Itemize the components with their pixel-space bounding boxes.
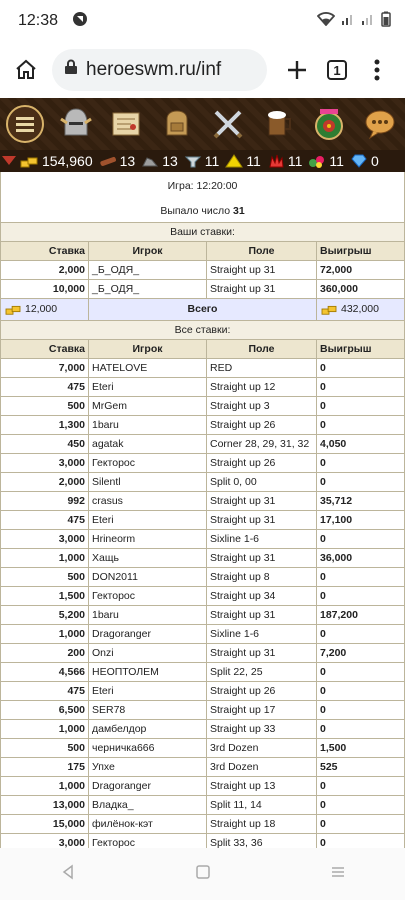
resource-wood [99, 153, 136, 169]
tab-count: 1 [327, 60, 347, 80]
col-win: Выигрыш [317, 339, 405, 358]
mercury-icon [184, 154, 202, 168]
bet-row [1, 719, 405, 738]
lock-icon [64, 59, 78, 81]
field-cell: Straight up 33 [207, 719, 317, 738]
bet-row [1, 358, 405, 377]
field-cell: Split 0, 00 [207, 472, 317, 491]
results-table [0, 172, 405, 848]
resource-value: 154,960 [42, 153, 93, 169]
sulfur-icon [225, 154, 243, 168]
all-bets-list [1, 358, 405, 848]
game-time: Игра: 12:20:00 [1, 172, 405, 200]
win-cell: 17,100 [317, 510, 405, 529]
bet-row [1, 776, 405, 795]
bet-cell: 1,300 [1, 415, 89, 434]
bet-row [1, 548, 405, 567]
col-player: Игрок [89, 241, 207, 260]
player-cell[interactable]: НЕОПТОЛЕМ [89, 662, 207, 681]
your-bets-title-row [1, 222, 405, 241]
field-cell: Straight up 18 [207, 814, 317, 833]
field-cell: Straight up 26 [207, 681, 317, 700]
resource-value: 11 [287, 153, 303, 169]
app-notification-icon [72, 11, 88, 32]
your-bet-row [1, 260, 405, 279]
hamburger-menu-icon [5, 104, 45, 144]
bet-row [1, 605, 405, 624]
wood-icon [99, 154, 117, 168]
win-cell: 0 [317, 662, 405, 681]
signal-icon-2 [361, 12, 375, 31]
bet-cell: 13,000 [1, 795, 89, 814]
field-cell: Straight up 31 [207, 548, 317, 567]
bet-cell: 2,000 [1, 260, 89, 279]
recents-button[interactable] [330, 864, 346, 885]
recents-lines-icon [330, 864, 346, 880]
field-cell: Straight up 26 [207, 453, 317, 472]
win-cell: 0 [317, 415, 405, 434]
player-cell[interactable]: agatak [89, 434, 207, 453]
browser-menu-button[interactable] [357, 50, 397, 90]
bet-cell: 6,500 [1, 700, 89, 719]
bet-row [1, 624, 405, 643]
home-button[interactable] [8, 52, 44, 88]
bet-row [1, 662, 405, 681]
win-cell: 0 [317, 833, 405, 848]
win-cell: 0 [317, 567, 405, 586]
bet-row [1, 567, 405, 586]
player-cell[interactable]: Hrineorm [89, 529, 207, 548]
resource-mercury [184, 153, 220, 169]
player-cell[interactable]: HATELOVE [89, 358, 207, 377]
resource-gold [19, 153, 93, 169]
gold-icon [19, 153, 39, 169]
back-button[interactable] [60, 864, 76, 885]
player-cell[interactable]: дамбелдор [89, 719, 207, 738]
player-cell[interactable]: Гекторос [89, 833, 207, 848]
player-cell[interactable]: Dragoranger [89, 624, 207, 643]
signal-icon-1 [341, 12, 355, 31]
resource-value: 11 [246, 153, 261, 169]
roulette-results [0, 172, 405, 848]
win-cell: 72,000 [317, 260, 405, 279]
win-cell: 187,200 [317, 605, 405, 624]
more-vert-icon [374, 59, 380, 81]
bet-cell: 4,566 [1, 662, 89, 681]
field-cell: Split 33, 36 [207, 833, 317, 848]
bet-row [1, 586, 405, 605]
player-cell[interactable]: crasus [89, 491, 207, 510]
tavern-button[interactable] [256, 102, 302, 146]
resource-diamond [350, 153, 379, 169]
win-cell: 0 [317, 453, 405, 472]
bet-cell: 500 [1, 567, 89, 586]
win-cell: 0 [317, 396, 405, 415]
resource-gems [308, 153, 344, 169]
bet-cell: 475 [1, 510, 89, 529]
player-cell[interactable]: Dragoranger [89, 776, 207, 795]
player-cell[interactable]: Гекторос [89, 453, 207, 472]
your-bets-header [1, 241, 405, 260]
bet-cell: 450 [1, 434, 89, 453]
col-bet: Ставка [1, 339, 89, 358]
new-tab-button[interactable] [277, 50, 317, 90]
bet-row [1, 814, 405, 833]
player-cell[interactable]: Упхе [89, 757, 207, 776]
beer-mug-icon [260, 105, 298, 143]
field-cell: Straight up 31 [207, 605, 317, 624]
your-bets-title: Ваши ставки: [1, 222, 405, 241]
plus-icon [286, 59, 308, 81]
gold-icon [4, 302, 22, 316]
col-field: Поле [207, 241, 317, 260]
casino-button[interactable] [306, 102, 352, 146]
field-cell: Sixline 1-6 [207, 529, 317, 548]
bet-row [1, 472, 405, 491]
bet-cell: 1,500 [1, 586, 89, 605]
knight-helmet-icon [57, 105, 95, 143]
player-cell[interactable]: MrGem [89, 396, 207, 415]
resource-value: 0 [370, 153, 379, 169]
bet-row [1, 510, 405, 529]
total-bet-cell [1, 298, 89, 320]
field-cell: 3rd Dozen [207, 757, 317, 776]
bet-cell: 200 [1, 643, 89, 662]
character-button[interactable] [53, 102, 99, 146]
resources-bar [0, 150, 405, 172]
field-cell: Sixline 1-6 [207, 624, 317, 643]
system-nav-bar [0, 848, 405, 900]
bet-cell: 175 [1, 757, 89, 776]
col-player: Игрок [89, 339, 207, 358]
collapse-arrow-icon[interactable] [2, 153, 16, 169]
backpack-icon [158, 105, 196, 143]
bet-row [1, 529, 405, 548]
field-cell: Straight up 31 [207, 643, 317, 662]
battery-icon [381, 11, 391, 32]
bet-row [1, 415, 405, 434]
field-cell: Straight up 13 [207, 776, 317, 795]
bet-cell: 1,000 [1, 624, 89, 643]
crossed-swords-icon [209, 105, 247, 143]
your-bet-row [1, 279, 405, 298]
win-cell: 0 [317, 529, 405, 548]
win-cell: 0 [317, 700, 405, 719]
player-cell[interactable]: Владка_ [89, 795, 207, 814]
win-cell: 7,200 [317, 643, 405, 662]
field-cell: Straight up 26 [207, 415, 317, 434]
col-bet: Ставка [1, 241, 89, 260]
player-cell[interactable]: Eteri [89, 377, 207, 396]
tab-switcher-button[interactable] [317, 50, 357, 90]
win-cell: 4,050 [317, 434, 405, 453]
status-time: 12:38 [18, 12, 59, 29]
drawn-label: Выпало число [160, 204, 231, 217]
back-triangle-icon [60, 864, 76, 880]
map-scroll-icon [107, 105, 145, 143]
battles-button[interactable] [205, 102, 251, 146]
win-cell: 0 [317, 472, 405, 491]
wifi-icon [317, 12, 335, 31]
resource-value: 11 [204, 153, 220, 169]
chat-button[interactable] [357, 102, 403, 146]
total-label: Всего [89, 298, 317, 320]
square-home-icon [195, 864, 211, 880]
diamond-icon [350, 154, 368, 168]
gold-icon [320, 302, 338, 316]
game-menu [0, 98, 405, 150]
bet-cell: 475 [1, 377, 89, 396]
player-cell[interactable]: 1baru [89, 605, 207, 624]
bet-row [1, 396, 405, 415]
resource-value: 13 [119, 153, 136, 169]
col-field: Поле [207, 339, 317, 358]
bet-cell: 992 [1, 491, 89, 510]
win-cell: 0 [317, 719, 405, 738]
player-cell[interactable]: _Б_ОДЯ_ [89, 260, 207, 279]
all-bets-title-row [1, 320, 405, 339]
field-cell: Straight up 17 [207, 700, 317, 719]
player-cell[interactable]: 1baru [89, 415, 207, 434]
win-cell: 0 [317, 795, 405, 814]
bet-cell: 500 [1, 396, 89, 415]
win-cell: 0 [317, 377, 405, 396]
win-cell: 0 [317, 624, 405, 643]
field-cell: Split 22, 25 [207, 662, 317, 681]
bet-cell: 500 [1, 738, 89, 757]
bet-cell: 5,200 [1, 605, 89, 624]
player-cell[interactable]: Гекторос [89, 586, 207, 605]
drawn-number: 31 [232, 204, 245, 217]
game-time-row [1, 172, 405, 200]
url-text: heroeswm.ru/inf [86, 59, 222, 80]
bet-row [1, 681, 405, 700]
field-cell: Straight up 31 [207, 491, 317, 510]
win-cell: 0 [317, 681, 405, 700]
resource-sulfur [225, 153, 261, 169]
resource-ore [141, 153, 178, 169]
field-cell: Split 11, 14 [207, 795, 317, 814]
field-cell: Straight up 31 [207, 279, 317, 298]
field-cell: Corner 28, 29, 31, 32 [207, 434, 317, 453]
player-cell[interactable]: _Б_ОДЯ_ [89, 279, 207, 298]
field-cell: Straight up 31 [207, 260, 317, 279]
home-icon [14, 58, 38, 82]
field-cell: RED [207, 358, 317, 377]
gems-icon [308, 154, 326, 168]
player-cell[interactable]: SER78 [89, 700, 207, 719]
bet-row [1, 700, 405, 719]
player-cell[interactable]: филёнок-кэт [89, 814, 207, 833]
win-cell: 35,712 [317, 491, 405, 510]
bet-cell: 10,000 [1, 279, 89, 298]
bet-cell: 1,000 [1, 776, 89, 795]
player-cell[interactable]: черничка666 [89, 738, 207, 757]
your-bets-list [1, 260, 405, 298]
player-cell[interactable]: Хащь [89, 548, 207, 567]
player-cell[interactable]: Onzi [89, 643, 207, 662]
main-menu-button[interactable] [2, 102, 48, 146]
bet-row [1, 738, 405, 757]
status-bar [0, 0, 405, 42]
bet-cell: 7,000 [1, 358, 89, 377]
win-cell: 36,000 [317, 548, 405, 567]
browser-toolbar [0, 42, 405, 98]
bet-row [1, 377, 405, 396]
ore-icon [141, 154, 159, 168]
chat-bubble-icon [361, 105, 399, 143]
win-cell: 1,500 [317, 738, 405, 757]
resource-value: 11 [329, 153, 344, 169]
address-bar[interactable] [52, 49, 267, 91]
roulette-icon [310, 105, 348, 143]
win-cell: 0 [317, 814, 405, 833]
bet-cell: 1,000 [1, 548, 89, 567]
total-bet: 12,000 [25, 303, 58, 315]
bet-cell: 475 [1, 681, 89, 700]
field-cell: Straight up 12 [207, 377, 317, 396]
col-win: Выигрыш [317, 241, 405, 260]
player-cell[interactable]: Eteri [89, 681, 207, 700]
bet-cell: 2,000 [1, 472, 89, 491]
bet-cell: 3,000 [1, 453, 89, 472]
player-cell[interactable]: Eteri [89, 510, 207, 529]
bet-cell: 3,000 [1, 529, 89, 548]
resource-crystal [267, 153, 303, 169]
all-bets-title: Все ставки: [1, 320, 405, 339]
bet-cell: 3,000 [1, 833, 89, 848]
field-cell: Straight up 34 [207, 586, 317, 605]
map-button[interactable] [103, 102, 149, 146]
player-cell[interactable]: Silentl [89, 472, 207, 491]
win-cell: 0 [317, 586, 405, 605]
all-bets-header [1, 339, 405, 358]
bet-row [1, 491, 405, 510]
bet-row [1, 757, 405, 776]
drawn-number-row [1, 200, 405, 222]
resource-value: 13 [162, 153, 178, 169]
bet-row [1, 643, 405, 662]
field-cell: Straight up 31 [207, 510, 317, 529]
home-nav-button[interactable] [195, 864, 211, 885]
total-win-cell [317, 298, 405, 320]
field-cell: Straight up 8 [207, 567, 317, 586]
bet-row [1, 795, 405, 814]
bet-row [1, 833, 405, 848]
bet-cell: 1,000 [1, 719, 89, 738]
bet-cell: 15,000 [1, 814, 89, 833]
total-row [1, 298, 405, 320]
bet-row [1, 434, 405, 453]
drawn-number-line [1, 200, 405, 222]
player-cell[interactable]: DON2011 [89, 567, 207, 586]
bet-row [1, 453, 405, 472]
field-cell: Straight up 3 [207, 396, 317, 415]
crystal-icon [267, 154, 285, 168]
win-cell: 360,000 [317, 279, 405, 298]
win-cell: 0 [317, 358, 405, 377]
win-cell: 0 [317, 776, 405, 795]
inventory-button[interactable] [154, 102, 200, 146]
win-cell: 525 [317, 757, 405, 776]
field-cell: 3rd Dozen [207, 738, 317, 757]
total-win: 432,000 [341, 303, 379, 315]
